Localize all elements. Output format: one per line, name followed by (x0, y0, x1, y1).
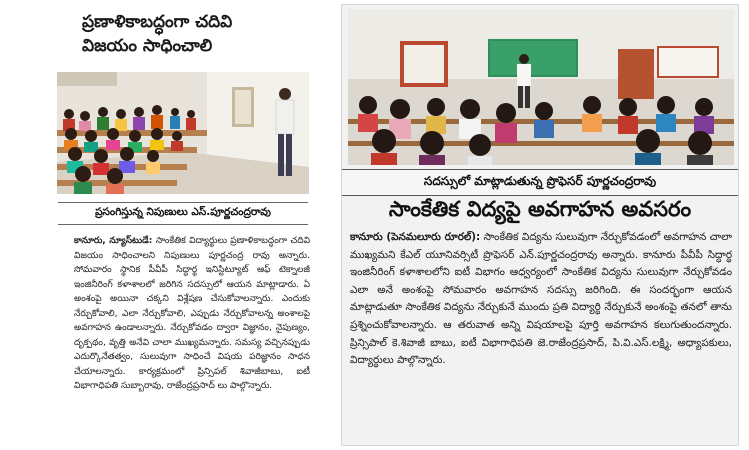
left-news-clipping (52, 4, 314, 444)
right-photo-caption: సదస్సులో మాట్లాడుతున్న ప్రొఫెసర్ పూర్ణచంద్రరావు (342, 169, 738, 196)
right-article-body (350, 229, 732, 370)
right-dateline: కానూరు (పెనమలూరు రూరల్): (350, 231, 481, 243)
left-headline-line1: ప్రణాళికాబద్ధంగా చదివి (82, 12, 233, 32)
right-body-text: సాంకేతిక విద్యను సులువుగా నేర్చుకోవడంలో అవగాహన చాలా ముఖ్యమని కేఎల్ యూనివర్సిటీ ప్రొఫెసర్ ఎన్.పూర్ణచంద్రరావు అన్నారు. కానూరు పీవీపీ సిద్ధార్థ ఇంజినీరింగ్ కళాశాలలోని ఐటీ విభాగం ఆధ్వర్యంలో సాంకేతిక విద్యను సులువుగా నేర్చుకోవడం ఎలా అనే అంశంపై సోమవారం అవగాహన సదస్సు జరిగింది. ఈ సందర్భంగా ఆయన మాట్లాడుతూ సాంకేతిక విద్యను నేర్చుకునే ముందు ప్రతి విద్యార్థి నేర్చుకునే అంశంపై తనలో తాను ప్రశ్నించుకోవాలన్నారు. ఆ తరువాత అన్ని విషయాలపై పూర్తి అవగాహన కలుగుతుందన్నారు. ప్రిన్సిపాల్ కె.శివాజీ బాబు, ఐటీ విభాగాధిపతి జె.రాజేంద్రప్రసాద్, పి.వి.ఎస్.లక్ష్మి, అధ్యాపకులు, విద్యార్థులు పాల్గొన్నారు. (350, 231, 733, 367)
left-classroom-photo (57, 72, 309, 194)
left-photo-caption: ప్రసంగిస్తున్న నిపుణులు ఎస్.పూర్ణచంద్రరావు (58, 202, 308, 225)
left-headline-line2: విజయం సాధించాలి (82, 36, 213, 56)
left-headline (82, 10, 292, 58)
right-news-clipping (341, 4, 739, 446)
left-article-body (74, 234, 310, 394)
right-headline: సాంకేతిక విద్యపై అవగాహన అవసరం (388, 196, 692, 221)
left-body-text: సాంకేతిక విద్యార్థులు ప్రణాళికాబద్ధంగా చదివి విజయం సాధించాలని నిపుణులు పూర్ణచంద్ర రావు అన్నారు. సోమవారం స్థానిక పీవీపీ సిద్ధార్థ ఇనిస్టిట్యూట్ ఆఫ్ టెక్నాలజీ ఇంజినీరింగ్ కళాశాలలో జరిగిన సదస్సులో ఆయన మాట్లాడారు. ఏ అంశంపై అయినా చక్కని విశ్లేషణ చేసుకోవాలన్నారు. ఎందుకు నేర్చుకోవాలి, ఎలా నేర్చుకోవాలి, ఎప్పుడు నేర్చుకోవాలన్న అంశాలపై అవగాహన ఉండాలన్నారు. నేర్చుకోవడం ద్వారా విజ్ఞానం, నైపుణ్యం, దృక్పథం, వృత్తి అనేవి చాలా ముఖ్యమన్నారు. సమస్య వచ్చినప్పుడు ఎదుర్కొనేతత్వం, సులువుగా సాధించే విషయ పరిజ్ఞానం సాధన చేయాలన్నారు. కార్యక్రమంలో ప్రిన్సిపల్ శివాజీబాబు, ఐటీ విభాగాధిపతి సుబ్బారావు, రాజేంద్రప్రసాద్ లు పాల్గొన్నారు. (74, 236, 310, 391)
left-dateline: కానూరు, న్యూస్‌టుడే: (74, 236, 153, 246)
right-classroom-photo (348, 9, 734, 165)
